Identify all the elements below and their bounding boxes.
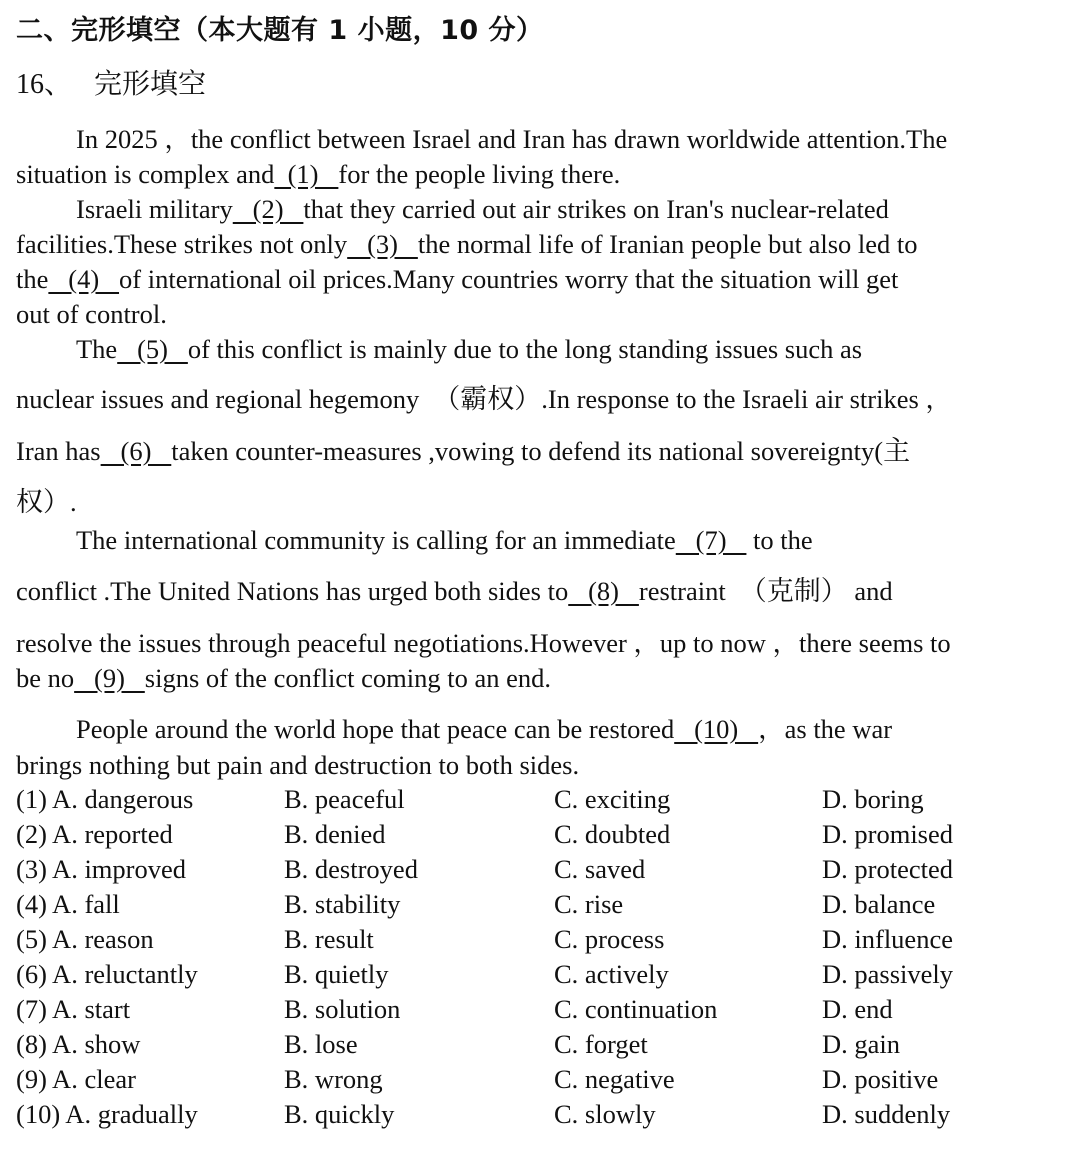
passage-text: People around the world hope that peace can be restored: [76, 714, 675, 744]
option-row: [16, 854, 1066, 889]
question-header: [16, 62, 206, 102]
option-d: D. gain: [822, 1029, 901, 1059]
option-c: C. rise: [554, 889, 624, 919]
question-number: 16、: [16, 69, 73, 100]
passage-line: [76, 525, 1066, 556]
passage-text: situation is complex and: [16, 159, 275, 189]
option-row: [16, 889, 1066, 924]
option-row: [16, 959, 1066, 994]
passage-line: [16, 229, 1066, 260]
option-d: D. end: [822, 994, 893, 1024]
passage-text: for the people living there.: [338, 159, 621, 189]
passage-text: ，as the war: [758, 714, 893, 744]
passage-text: of this conflict is mainly due to the long standing issues such as: [187, 334, 863, 364]
option-c: C. continuation: [554, 994, 718, 1024]
passage-text: restraint: [638, 576, 726, 606]
option-c: C. process: [554, 924, 665, 954]
option-b: B. wrong: [284, 1064, 383, 1094]
option-a: (1) A. dangerous: [16, 784, 194, 814]
passage-line: [76, 707, 1066, 746]
blank-3: (3): [347, 229, 418, 259]
passage-text: signs of the conflict coming to an end.: [144, 663, 552, 693]
option-row: [16, 994, 1066, 1029]
option-b: B. quietly: [284, 959, 389, 989]
blank-1: (1): [274, 159, 339, 189]
blank-2: (2): [232, 194, 304, 224]
blank-9: (9): [74, 663, 145, 693]
option-a: (8) A. show: [16, 1029, 141, 1059]
option-row: [16, 819, 1066, 854]
option-a: (7) A. start: [16, 994, 131, 1024]
option-a: (5) A. reason: [16, 924, 154, 954]
option-b: B. peaceful: [284, 784, 405, 814]
passage-text: that they carried out air strikes on Iran's nuclear-related: [303, 194, 889, 224]
passage-text: facilities.These strikes not only: [16, 229, 348, 259]
passage-line: out of control.: [16, 299, 167, 329]
question-title: 完形填空: [94, 67, 207, 100]
passage-text: conflict .The United Nations has urged both sides to: [16, 576, 569, 606]
option-b: B. quickly: [284, 1099, 395, 1129]
blank-8: (8): [568, 576, 639, 606]
option-d: D. influence: [822, 924, 953, 954]
option-c: C. negative: [554, 1064, 675, 1094]
passage-text: and: [847, 576, 893, 606]
passage-text: Israeli military: [76, 194, 233, 224]
gloss-cjk: （霸权）: [433, 384, 542, 415]
passage-line: resolve the issues through peaceful negotiations.However ，up to now ，there seems to: [16, 628, 951, 658]
passage-line: [16, 159, 1066, 190]
option-b: B. stability: [284, 889, 401, 919]
option-c: C. saved: [554, 854, 646, 884]
passage-text: the: [16, 264, 49, 294]
passage-text: taken counter-measures ,vowing to defend its national sovereignty(: [171, 436, 884, 466]
option-b: B. destroyed: [284, 854, 418, 884]
option-d: D. boring: [822, 784, 924, 814]
option-c: C. forget: [554, 1029, 648, 1059]
option-a: (3) A. improved: [16, 854, 187, 884]
option-row: [16, 1029, 1066, 1064]
gloss-cjk: （克制）: [739, 576, 848, 607]
option-b: B. solution: [284, 994, 401, 1024]
option-d: D. protected: [822, 854, 953, 884]
option-b: B. result: [284, 924, 374, 954]
option-a: (9) A. clear: [16, 1064, 136, 1094]
option-a: (6) A. reluctantly: [16, 959, 198, 989]
passage-text: .: [70, 487, 77, 517]
blank-5: (5): [117, 334, 188, 364]
passage-text: .In response to the Israeli air strikes ，: [541, 384, 952, 414]
option-c: C. exciting: [554, 784, 671, 814]
passage-text: Iran has: [16, 436, 101, 466]
option-a: (2) A. reported: [16, 819, 173, 849]
passage-line: [16, 264, 1066, 295]
option-d: D. promised: [822, 819, 954, 849]
blank-4: (4): [48, 264, 120, 294]
passage-line: [16, 663, 1066, 694]
option-a: (4) A. fall: [16, 889, 120, 919]
option-row: [16, 1099, 1066, 1134]
blank-7: (7): [675, 525, 747, 555]
option-c: C. slowly: [554, 1099, 656, 1129]
option-row: [16, 924, 1066, 959]
passage-line: In 2025 ，the conflict between Israel and Iran has drawn worldwide attention.The: [76, 124, 948, 154]
option-c: C. doubted: [554, 819, 671, 849]
option-d: D. passively: [822, 959, 954, 989]
passage-text: be no: [16, 663, 75, 693]
option-c: C. actively: [554, 959, 669, 989]
passage-line: brings nothing but pain and destruction to both sides.: [16, 750, 580, 780]
option-a: (10) A. gradually: [16, 1099, 198, 1129]
passage-line: [16, 377, 1066, 416]
option-d: D. balance: [822, 889, 936, 919]
passage-text: The: [76, 334, 118, 364]
option-b: B. denied: [284, 819, 386, 849]
passage-line: [16, 480, 1066, 519]
gloss-cjk: 主: [883, 436, 911, 467]
blank-6: (6): [100, 436, 172, 466]
passage-text: the normal life of Iranian people but also led to: [417, 229, 918, 259]
passage-text: nuclear issues and regional hegemony: [16, 384, 420, 414]
passage-line: [76, 194, 1066, 225]
passage-line: [16, 429, 1066, 468]
option-d: D. suddenly: [822, 1099, 951, 1129]
section-title: 二、完形填空（本大题有 1 小题，10 分）: [16, 15, 544, 46]
passage-text: of international oil prices.Many countries worry that the situation will get: [119, 264, 899, 294]
option-row: [16, 1064, 1066, 1099]
blank-10: (10): [674, 714, 759, 744]
option-b: B. lose: [284, 1029, 358, 1059]
gloss-cjk: 权）: [16, 487, 70, 518]
passage-line: [16, 569, 1066, 608]
passage-text: to the: [746, 525, 813, 555]
option-row: [16, 784, 1066, 819]
passage-line: [76, 334, 1066, 365]
passage-text: The international community is calling for an immediate: [76, 525, 676, 555]
option-d: D. positive: [822, 1064, 939, 1094]
